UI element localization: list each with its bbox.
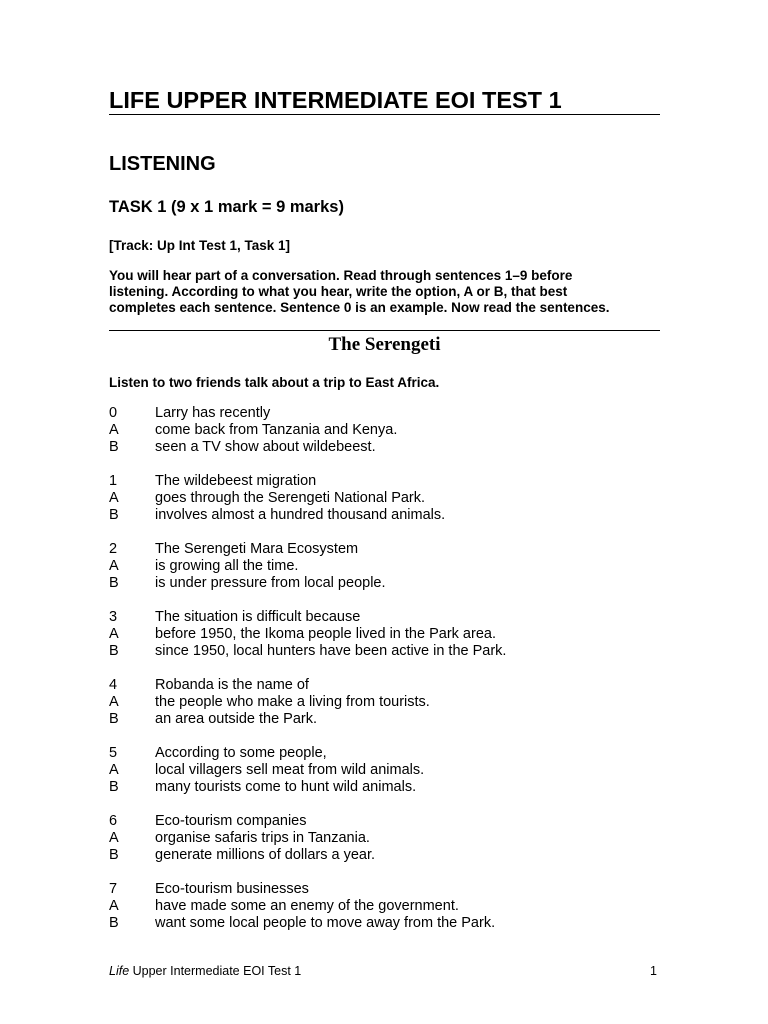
answer-option — [109, 694, 660, 711]
question-stem-text: Eco-tourism businesses — [155, 881, 309, 897]
option-letter: B — [109, 847, 119, 863]
option-text: involves almost a hundred thousand animals. — [155, 507, 446, 523]
question-stem-text: The Serengeti Mara Ecosystem — [155, 541, 359, 557]
question-item — [109, 473, 660, 524]
passage-title: The Serengeti — [328, 334, 441, 355]
option-letter: B — [109, 711, 119, 727]
question-stem — [109, 813, 660, 830]
answer-option — [109, 643, 660, 660]
question-stem — [109, 405, 660, 422]
question-item — [109, 813, 660, 864]
answer-option — [109, 575, 660, 592]
question-number: 4 — [109, 677, 118, 693]
question-number: 2 — [109, 541, 118, 557]
answer-option — [109, 915, 660, 932]
option-text: since 1950, local hunters have been active in the Park. — [155, 643, 507, 659]
footer-title-rest: Upper Intermediate EOI Test 1 — [129, 964, 302, 978]
question-stem — [109, 881, 660, 898]
question-item — [109, 881, 660, 932]
section-heading: LISTENING — [109, 153, 216, 175]
answer-option — [109, 847, 660, 864]
option-text: an area outside the Park. — [155, 711, 318, 727]
answer-option — [109, 439, 660, 456]
track-note: [Track: Up Int Test 1, Task 1] — [109, 238, 291, 253]
question-number: 0 — [109, 405, 118, 421]
question-stem — [109, 473, 660, 490]
option-letter: A — [109, 558, 119, 574]
option-text: goes through the Serengeti National Park. — [155, 490, 426, 506]
page-footer — [109, 962, 660, 980]
question-number: 7 — [109, 881, 118, 897]
option-letter: B — [109, 575, 119, 591]
question-stem-text: Robanda is the name of — [155, 677, 309, 693]
option-letter: A — [109, 422, 119, 438]
answer-option — [109, 898, 660, 915]
option-text: is under pressure from local people. — [155, 575, 386, 591]
instructions-line: listening. According to what you hear, write the option, A or B, that best — [109, 284, 568, 299]
answer-option — [109, 422, 660, 439]
option-text: before 1950, the Ikoma people lived in the Park area. — [155, 626, 496, 642]
answer-option — [109, 558, 660, 575]
answer-option — [109, 711, 660, 728]
question-item — [109, 405, 660, 456]
option-letter: A — [109, 490, 119, 506]
answer-option — [109, 626, 660, 643]
section-divider — [109, 330, 660, 331]
option-text: seen a TV show about wildebeest. — [155, 439, 376, 455]
option-letter: B — [109, 643, 119, 659]
task-heading: TASK 1 (9 x 1 mark = 9 marks) — [109, 198, 344, 216]
option-text: organise safaris trips in Tanzania. — [155, 830, 370, 846]
question-number: 1 — [109, 473, 118, 489]
option-text: is growing all the time. — [155, 558, 299, 574]
question-item — [109, 745, 660, 796]
footer-title-italic: Life — [109, 964, 130, 978]
question-stem-text: According to some people, — [155, 745, 327, 761]
option-letter: A — [109, 898, 119, 914]
option-letter: A — [109, 762, 119, 778]
question-stem — [109, 745, 660, 762]
answer-option — [109, 490, 660, 507]
footer-title — [109, 962, 301, 980]
option-text: have made some an enemy of the government. — [155, 898, 459, 914]
question-stem-text: The situation is difficult because — [155, 609, 361, 625]
question-item — [109, 609, 660, 660]
option-text: generate millions of dollars a year. — [155, 847, 376, 863]
question-stem — [109, 677, 660, 694]
answer-option — [109, 779, 660, 796]
question-stem-text: Larry has recently — [155, 405, 271, 421]
question-stem-text: Eco-tourism companies — [155, 813, 307, 829]
option-letter: B — [109, 507, 119, 523]
question-stem — [109, 541, 660, 558]
option-text: want some local people to move away from the Park. — [155, 915, 496, 931]
option-text: the people who make a living from tourists. — [155, 694, 430, 710]
answer-option — [109, 830, 660, 847]
option-letter: A — [109, 830, 119, 846]
title-divider — [109, 114, 660, 115]
question-number: 5 — [109, 745, 118, 761]
question-stem-text: The wildebeest migration — [155, 473, 317, 489]
page-number: 1 — [650, 964, 657, 978]
option-letter: A — [109, 626, 119, 642]
instructions — [109, 268, 660, 316]
answer-option — [109, 507, 660, 524]
instructions-line: You will hear part of a conversation. Read through sentences 1–9 before — [109, 268, 573, 283]
option-text: local villagers sell meat from wild animals. — [155, 762, 425, 778]
question-item — [109, 677, 660, 728]
question-list — [109, 405, 660, 949]
option-letter: B — [109, 915, 119, 931]
option-letter: B — [109, 439, 119, 455]
option-text: many tourists come to hunt wild animals. — [155, 779, 417, 795]
question-number: 3 — [109, 609, 118, 625]
option-letter: B — [109, 779, 119, 795]
option-letter: A — [109, 694, 119, 710]
question-stem — [109, 609, 660, 626]
question-number: 6 — [109, 813, 118, 829]
question-item — [109, 541, 660, 592]
document-title: LIFE UPPER INTERMEDIATE EOI TEST 1 — [109, 87, 562, 113]
instructions-line: completes each sentence. Sentence 0 is an example. Now read the sentences. — [109, 300, 610, 315]
answer-option — [109, 762, 660, 779]
option-text: come back from Tanzania and Kenya. — [155, 422, 398, 438]
passage-lead-in: Listen to two friends talk about a trip to East Africa. — [109, 375, 440, 390]
